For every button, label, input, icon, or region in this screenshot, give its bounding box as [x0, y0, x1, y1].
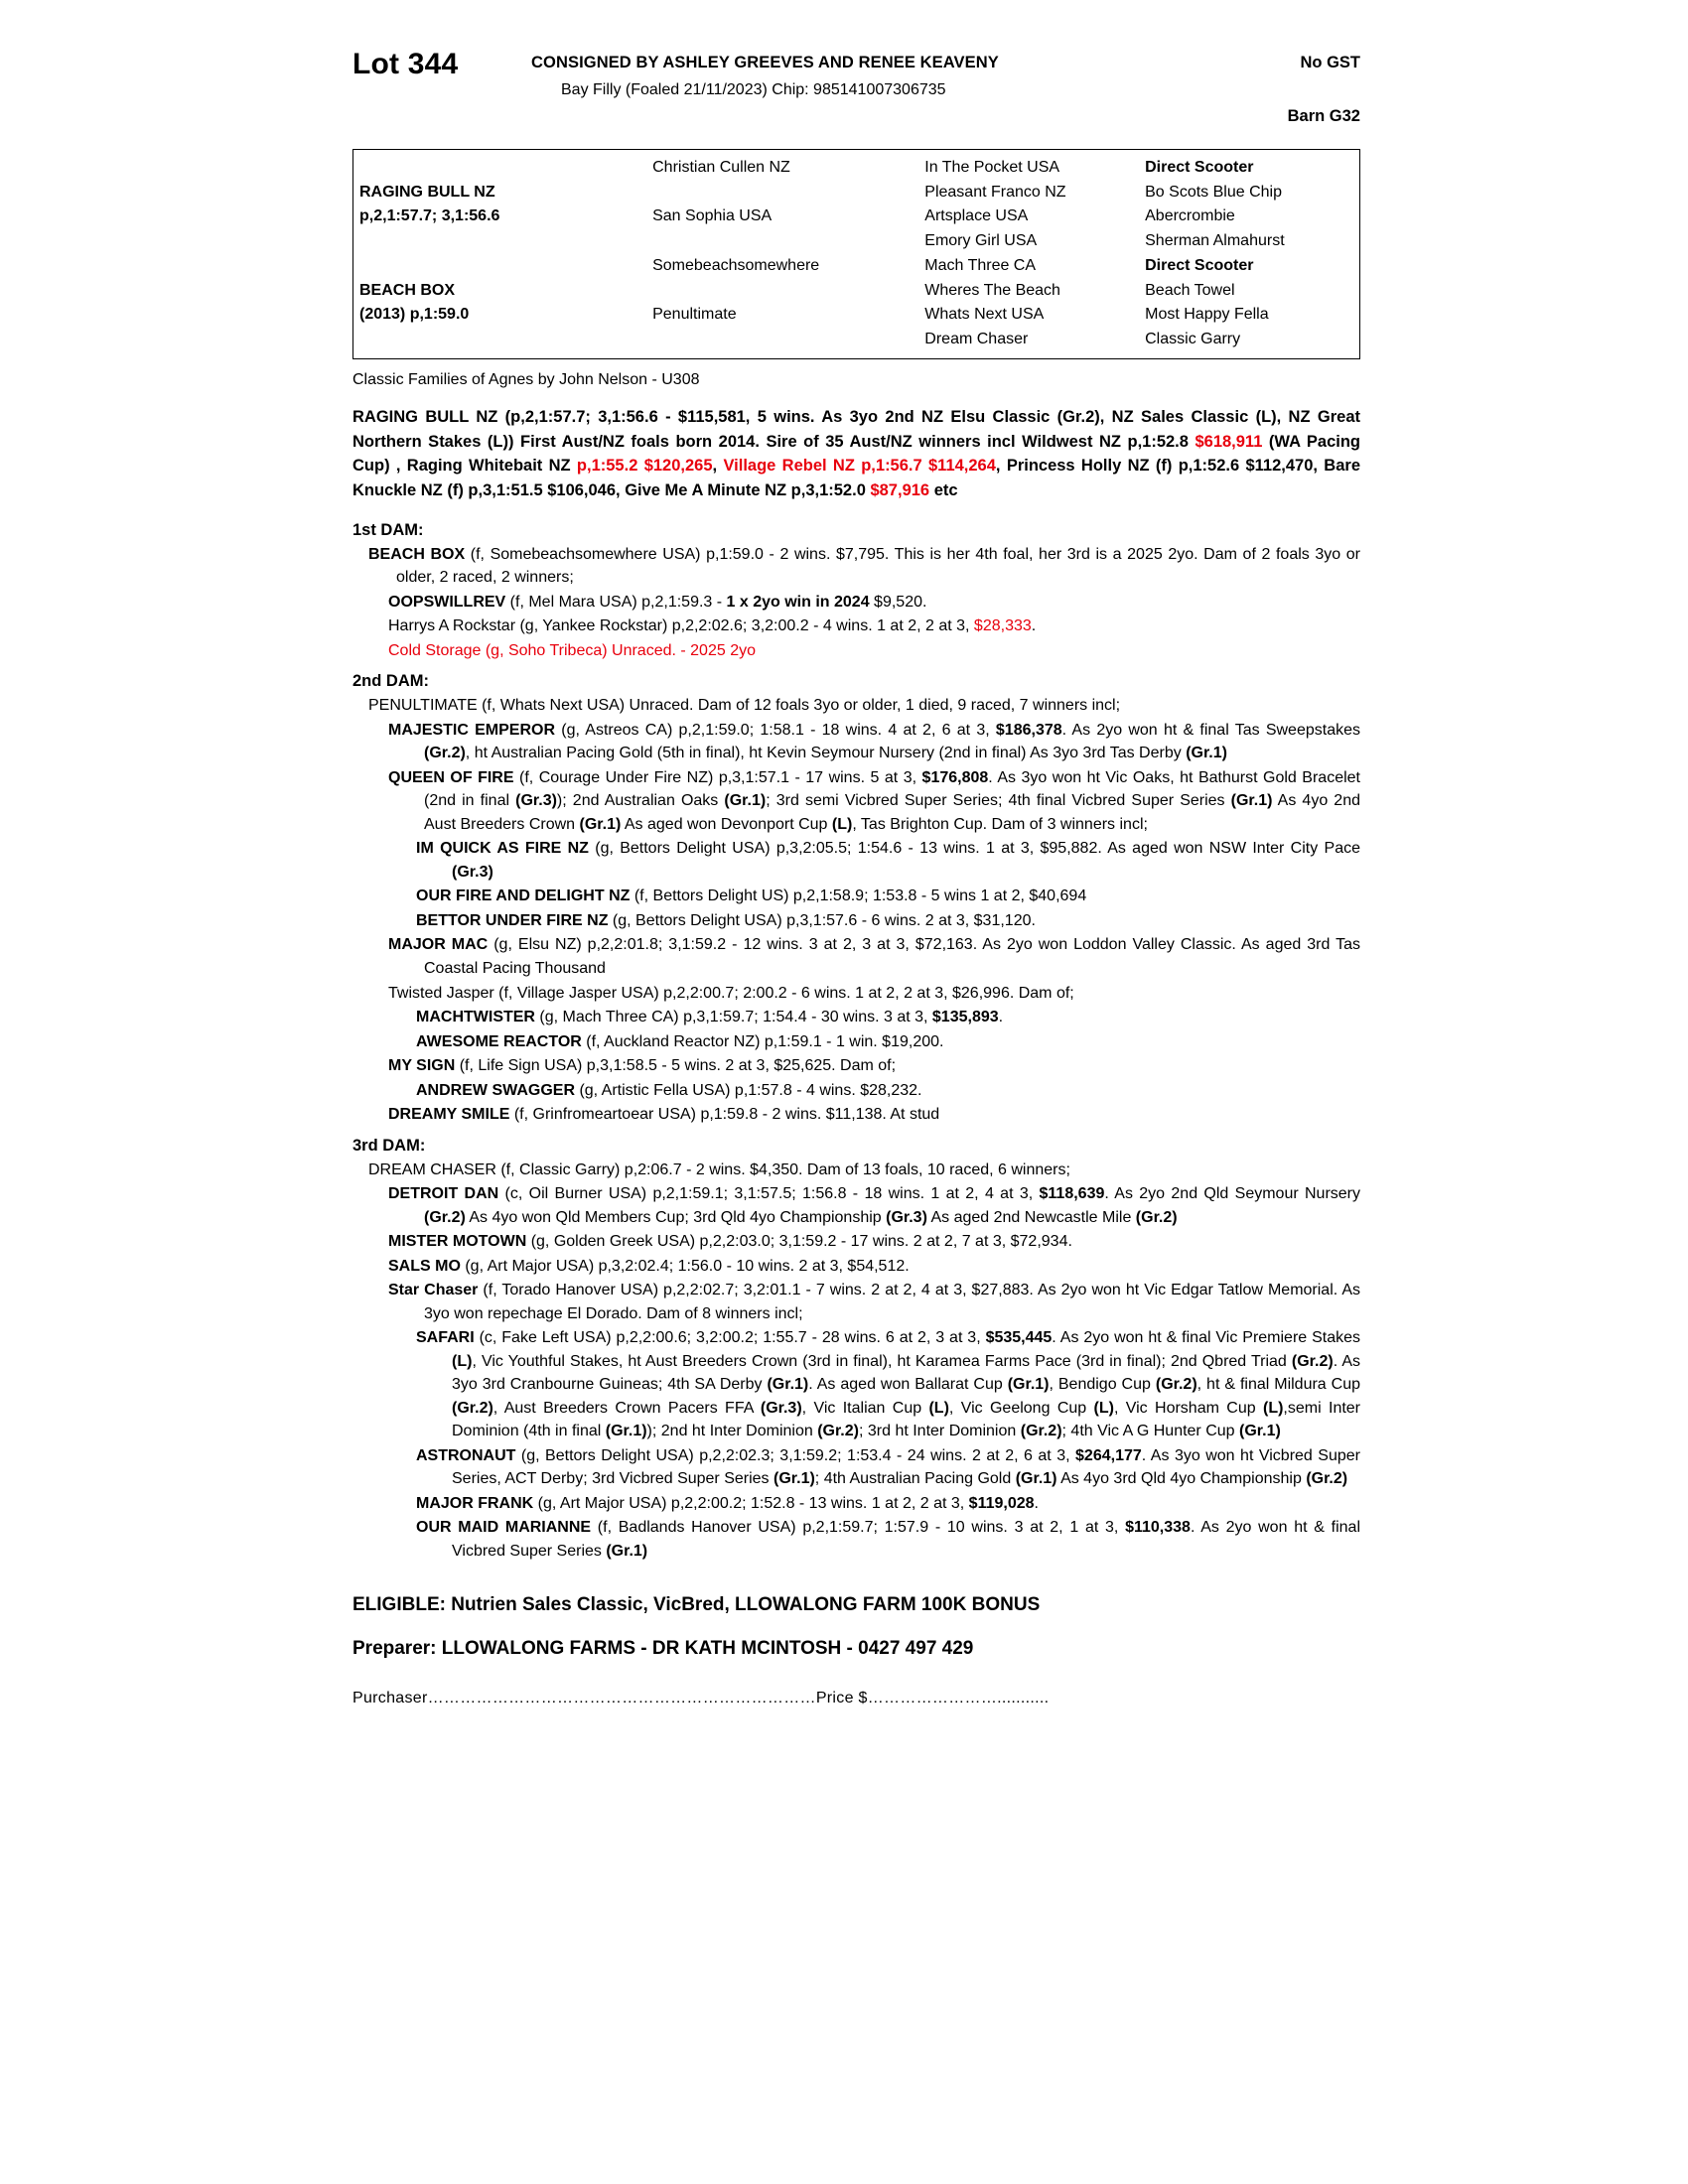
pedigree-entry: SAFARI (c, Fake Left USA) p,2,2:00.6; 3,2:00.2; 1:55.7 - 28 wins. 6 at 2, 3 at 3, $535,445. As 2yo won ht & final Vic Premiere Stakes (L), Vic Youthful Stakes, ht Aust Breeders Crown (3rd in final), ht Karamea Farms Pace (3rd in final); 2nd Qbred Triad (Gr.2). As 3yo 3rd Cranbourne Guineas; 4th SA Derby (Gr.1). As aged won Ballarat Cup (Gr.1), Bendigo Cup (Gr.2), ht & final Mildura Cup (Gr.2), Aust Breeders Crown Pacers FFA (Gr.3), Vic Italian Cup (L), Vic Geelong Cup (L), Vic Horsham Cup (L),semi Inter Dominion (4th in final (Gr.1)); 2nd ht Inter Dominion (Gr.2); 3rd ht Inter Dominion (Gr.2); 4th Vic A G Hunter Cup (Gr.1) [416, 1329, 1361, 1440]
pedigree-entry: OUR FIRE AND DELIGHT NZ (f, Bettors Delight US) p,2,1:58.9; 1:53.8 - 5 wins 1 at 2, $40,694 [416, 887, 1087, 905]
page-header [352, 40, 1360, 135]
pedigree-row [353, 303, 1359, 328]
pedigree-entry: MAJOR FRANK (g, Art Major USA) p,2,2:00.2; 1:52.8 - 13 wins. 1 at 2, 2 at 3, $119,028. [416, 1494, 1039, 1512]
dam-sections [352, 521, 1360, 1564]
dam-heading: 2nd DAM: [352, 672, 429, 691]
pedigree-cell-col3: Emory Girl USA [924, 232, 1038, 250]
pedigree-cell-col1 [353, 254, 646, 279]
preparer-line: Preparer: LLOWALONG FARMS - DR KATH MCINTOSH - 0427 497 429 [352, 1638, 974, 1660]
pedigree-entry: SALS MO (g, Art Major USA) p,3,2:02.4; 1:56.0 - 10 wins. 2 at 3, $54,512. [388, 1257, 910, 1275]
pedigree-entry: IM QUICK AS FIRE NZ (g, Bettors Delight USA) p,3,2:05.5; 1:54.6 - 13 wins. 1 at 3, $95,882. As aged won NSW Inter City Pace (Gr.3) [416, 840, 1360, 881]
pedigree-box [352, 149, 1360, 359]
pedigree-cell-col2 [646, 229, 918, 254]
pedigree-entry: BETTOR UNDER FIRE NZ (g, Bettors Delight USA) p,3,1:57.6 - 6 wins. 2 at 3, $31,120. [416, 911, 1036, 929]
pedigree-row [353, 181, 1359, 205]
pedigree-entry: AWESOME REACTOR (f, Auckland Reactor NZ) p,1:59.1 - 1 win. $19,200. [416, 1032, 944, 1050]
pedigree-cell-col3: Whats Next USA [924, 306, 1045, 324]
pedigree-cell-col3: Mach Three CA [924, 256, 1037, 274]
pedigree-cell-col4: Direct Scooter [1145, 159, 1254, 176]
pedigree-row [353, 279, 1359, 304]
pedigree-entry: Star Chaser (f, Torado Hanover USA) p,2,2:02.7; 3,2:01.1 - 7 wins. 2 at 2, 4 at 3, $27,883. As 2yo won ht Vic Edgar Tatlow Memorial. As 3yo won repechage El Dorado. Dam of 8 winners incl; [388, 1282, 1361, 1322]
pedigree-entry: OUR MAID MARIANNE (f, Badlands Hanover USA) p,2,1:59.7; 1:57.9 - 10 wins. 3 at 2, 1 at 3, $110,338. As 2yo won ht & final Vicbred Super Series (Gr.1) [416, 1519, 1360, 1560]
pedigree-entry: OOPSWILLREV (f, Mel Mara USA) p,2,1:59.3 - 1 x 2yo win in 2024 $9,520. [388, 593, 927, 611]
gst-label: No GST [1300, 54, 1360, 71]
dam-heading: 1st DAM: [352, 520, 424, 539]
pedigree-entry: MY SIGN (f, Life Sign USA) p,3,1:58.5 - 5 wins. 2 at 3, $25,625. Dam of; [388, 1057, 897, 1075]
pedigree-entry: DREAM CHASER (f, Classic Garry) p,2:06.7 - 2 wins. $4,350. Dam of 13 foals, 10 raced, 6 winners; [368, 1160, 1070, 1178]
pedigree-cell-col4: Abercrombie [1145, 207, 1235, 225]
pedigree-cell-col4: Bo Scots Blue Chip [1145, 183, 1282, 201]
dam-heading: 3rd DAM: [352, 1136, 426, 1155]
pedigree-cell-col3: In The Pocket USA [924, 159, 1060, 176]
pedigree-cell-col3: Artsplace USA [924, 207, 1029, 225]
classic-families-line: Classic Families of Agnes by John Nelson - U308 [352, 370, 700, 388]
pedigree-entry: MISTER MOTOWN (g, Golden Greek USA) p,2,2:03.0; 3,1:59.2 - 17 wins. 2 at 2, 7 at 3, $72,934. [388, 1233, 1072, 1251]
horse-description: Bay Filly (Foaled 21/11/2023) Chip: 985141007306735 [561, 81, 946, 98]
pedigree-entry: Cold Storage (g, Soho Tribeca) Unraced. - 2025 2yo [388, 641, 756, 659]
pedigree-entry: MACHTWISTER (g, Mach Three CA) p,3,1:59.7; 1:54.4 - 30 wins. 3 at 3, $135,893. [416, 1009, 1004, 1026]
pedigree-cell-col2 [646, 279, 918, 304]
pedigree-row [353, 156, 1359, 181]
eligible-line: ELIGIBLE: Nutrien Sales Classic, VicBred, LLOWALONG FARM 100K BONUS [352, 1594, 1041, 1616]
pedigree-cell-col1: BEACH BOX [359, 281, 456, 299]
pedigree-entry: Twisted Jasper (f, Village Jasper USA) p,2,2:00.7; 2:00.2 - 6 wins. 1 at 2, 2 at 3, $26,996. Dam of; [388, 984, 1074, 1002]
pedigree-row [353, 328, 1359, 352]
pedigree-row [353, 205, 1359, 229]
pedigree-cell-col2: Penultimate [652, 306, 737, 324]
pedigree-row [353, 229, 1359, 254]
pedigree-entry: Harrys A Rockstar (g, Yankee Rockstar) p,2,2:02.6; 3,2:00.2 - 4 wins. 1 at 2, 2 at 3, $28,333. [388, 617, 1037, 635]
pedigree-cell-col3: Dream Chaser [924, 331, 1029, 348]
pedigree-cell-col1: p,2,1:57.7; 3,1:56.6 [359, 207, 500, 225]
pedigree-entry: ANDREW SWAGGER (g, Artistic Fella USA) p,1:57.8 - 4 wins. $28,232. [416, 1081, 922, 1099]
pedigree-cell-col3: Pleasant Franco NZ [924, 183, 1066, 201]
pedigree-row [353, 254, 1359, 279]
lot-number: Lot 344 [352, 48, 459, 80]
pedigree-cell-col2 [646, 328, 918, 352]
pedigree-entry: ASTRONAUT (g, Bettors Delight USA) p,2,2:02.3; 3,1:59.2; 1:53.4 - 24 wins. 2 at 2, 6 at 3, $264,177. As 3yo won ht Vicbred Super Series, ACT Derby; 3rd Vicbred Super Series (Gr.1); 4th Australian Pacing Gold (Gr.1) As 4yo 3rd Qld 4yo Championship (Gr.2) [416, 1446, 1360, 1488]
sire-summary: RAGING BULL NZ (p,2,1:57.7; 3,1:56.6 - $115,581, 5 wins. As 3yo 2nd NZ Elsu Classic (Gr.2), NZ Sales Classic (L), NZ Great Northern Stakes (L)) First Aust/NZ foals born 2014. Sire of 35 Aust/NZ winners incl Wildwest NZ p,1:52.8 $618,911 (WA Pacing Cup) , Raging Whitebait NZ p,1:55.2 $120,265, Village Rebel NZ p,1:56.7 $114,264, Princess Holly NZ (f) p,1:52.6 $112,470, Bare Knuckle NZ (f) p,3,1:51.5 $106,046, Give Me A Minute NZ p,3,1:52.0 $87,916 etc [352, 407, 1360, 499]
barn-label: Barn G32 [1287, 107, 1360, 125]
pedigree-entry: QUEEN OF FIRE (f, Courage Under Fire NZ) p,3,1:57.1 - 17 wins. 5 at 3, $176,808. As 3yo won ht Vic Oaks, ht Bathurst Gold Bracelet (2nd in final (Gr.3)); 2nd Australian Oaks (Gr.1); 3rd semi Vicbred Super Series; 4th final Vicbred Super Series (Gr.1) As 4yo 2nd Aust Breeders Crown (Gr.1) As aged won Devonport Cup (L), Tas Brighton Cup. Dam of 3 winners incl; [388, 768, 1361, 833]
pedigree-table [353, 156, 1359, 352]
pedigree-cell-col3: Wheres The Beach [924, 281, 1060, 299]
pedigree-cell-col2: San Sophia USA [652, 207, 773, 225]
pedigree-cell-col4: Beach Towel [1145, 281, 1235, 299]
pedigree-cell-col1 [353, 156, 646, 181]
pedigree-cell-col2: Christian Cullen NZ [652, 159, 790, 176]
pedigree-entry: DETROIT DAN (c, Oil Burner USA) p,2,1:59.1; 3,1:57.5; 1:56.8 - 18 wins. 1 at 2, 4 at 3, $118,639. As 2yo 2nd Qld Seymour Nursery (Gr.2) As 4yo won Qld Members Cup; 3rd Qld 4yo Championship (Gr.3) As aged 2nd Newcastle Mile (Gr.2) [388, 1185, 1361, 1226]
pedigree-entry: MAJOR MAC (g, Elsu NZ) p,2,2:01.8; 3,1:59.2 - 12 wins. 3 at 2, 3 at 3, $72,163. As 2yo won Loddon Valley Classic. As aged 3rd Tas Coastal Pacing Thousand [388, 936, 1360, 977]
pedigree-cell-col1: (2013) p,1:59.0 [359, 306, 470, 324]
pedigree-cell-col1: RAGING BULL NZ [359, 183, 495, 201]
pedigree-entry: BEACH BOX (f, Somebeachsomewhere USA) p,1:59.0 - 2 wins. $7,795. This is her 4th foal, her 3rd is a 2025 2yo. Dam of 2 foals 3yo or older, 2 raced, 2 winners; [368, 545, 1361, 587]
pedigree-cell-col4: Direct Scooter [1145, 256, 1254, 274]
pedigree-cell-col4: Sherman Almahurst [1145, 232, 1285, 250]
pedigree-cell-col2: Somebeachsomewhere [652, 256, 820, 274]
purchaser-line: Purchaser………………………………………………………………Price $……………………........... [352, 1690, 1050, 1707]
pedigree-entry: DREAMY SMILE (f, Grinfromeartoear USA) p,1:59.8 - 2 wins. $11,138. At stud [388, 1106, 940, 1124]
pedigree-cell-col4: Most Happy Fella [1145, 306, 1269, 324]
pedigree-cell-col1 [353, 229, 646, 254]
pedigree-entry: MAJESTIC EMPEROR (g, Astreos CA) p,2,1:59.0; 1:58.1 - 18 wins. 4 at 2, 6 at 3, $186,378. As 2yo won ht & final Tas Sweepstakes (Gr.2), ht Australian Pacing Gold (5th in final), ht Kevin Seymour Nursery (2nd in final) As 3yo 3rd Tas Derby (Gr.1) [388, 721, 1360, 762]
consignor-line: CONSIGNED BY ASHLEY GREEVES AND RENEE KEAVENY [531, 54, 999, 71]
pedigree-cell-col1 [353, 328, 646, 352]
pedigree-entry: PENULTIMATE (f, Whats Next USA) Unraced. Dam of 12 foals 3yo or older, 1 died, 9 raced, 7 winners incl; [368, 697, 1121, 715]
pedigree-cell-col2 [646, 181, 918, 205]
pedigree-cell-col4: Classic Garry [1145, 331, 1241, 348]
